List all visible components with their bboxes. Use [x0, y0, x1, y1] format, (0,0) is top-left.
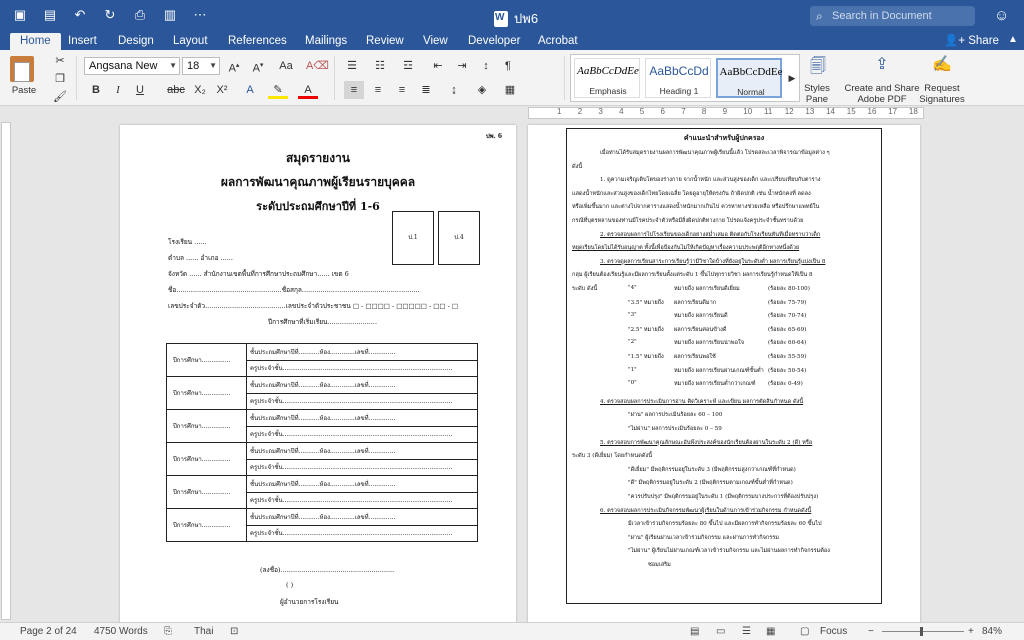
search-icon: ⌕: [816, 9, 823, 23]
grade-desc: ผลการเรียนดีมาก: [674, 299, 717, 306]
grade-desc: หมายถึง ผลการเรียนต่ำกว่าเกณฑ์: [674, 381, 756, 388]
document-canvas[interactable]: [12, 120, 1024, 622]
shading-icon[interactable]: ◈: [477, 84, 487, 96]
print-icon[interactable]: ⎙: [134, 7, 146, 22]
year-table: [166, 343, 478, 542]
photo-box-p4: [438, 211, 480, 265]
clear-formatting-icon[interactable]: A⌫: [306, 60, 329, 72]
teacher-cell: ครูประจำชั้น.........................................................................................: [247, 360, 478, 377]
instruction-title: คำแนะนำสำหรับผู้ปกครอง: [683, 133, 765, 142]
ruler-number: 5: [639, 107, 645, 116]
vertical-ruler[interactable]: [0, 120, 12, 622]
grade-range: (ร้อยละ 0-49): [768, 381, 803, 388]
instruction-line: "ผ่าน" ผลการประเมินร้อยละ 60 – 100: [628, 412, 723, 419]
increase-indent-icon[interactable]: ⇥: [457, 60, 467, 72]
grade-code: "2": [628, 339, 637, 346]
italic-icon[interactable]: I: [116, 84, 120, 96]
change-case-icon[interactable]: Aa: [279, 60, 293, 72]
ruler-number: 13: [805, 107, 815, 116]
ribbon-tabs: [0, 32, 1024, 50]
share-button[interactable]: [944, 33, 999, 50]
font-name-value: Angsana New: [89, 60, 158, 72]
instruction-line: "ควรปรับปรุง" มีพฤติกรรมอยู่ในระดับ 1 (มีพฤติกรรมบางประการที่ต้องปรับปรุง): [628, 494, 819, 500]
ruler-number: 15: [846, 107, 856, 116]
copy-icon[interactable]: ❐: [55, 73, 65, 85]
class-cell: ชั้นประถมศึกษาปีที่...........ห้อง.............เลขที่..............: [247, 509, 478, 526]
instruction-line: เมื่อท่านได้รับสมุดรายงานผลการพัฒนาคุณภาพผู้เรียนนี้แล้ว โปรดสละเวลาพิจารณาข้อมูลต่าง ๆ: [600, 150, 830, 156]
teacher-cell: ครูประจำชั้น.........................................................................................: [247, 459, 478, 476]
district-line: ตำบล ...... อำเภอ ......: [168, 254, 233, 262]
year-cell: ปีการศึกษา...............: [167, 344, 247, 377]
font-size-value: 18: [187, 60, 200, 72]
zoom-slider-thumb[interactable]: [920, 627, 923, 636]
word-count[interactable]: 4750 Words: [94, 626, 148, 637]
format-painter-icon[interactable]: 🖌: [53, 91, 67, 103]
instruction-line: "ไม่ผ่าน" ผู้เรียนไม่ผ่านเกณฑ์เวลาเข้าร่วมกิจกรรม และไม่ผ่านผลการทำกิจกรรมต้อง: [628, 548, 831, 555]
status-bar: [0, 622, 1024, 640]
grade-code: "3": [628, 312, 637, 319]
instruction-line: "ดีเยี่ยม" มีพฤติกรรมอยู่ในระดับ 3 (มีพฤติกรรมสูงกว่าเกณฑ์ที่กำหนด): [628, 466, 796, 473]
year-cell: ปีการศึกษา...............: [167, 377, 247, 410]
highlight-icon[interactable]: ✎: [268, 81, 288, 99]
ruler-number: 8: [701, 107, 707, 116]
instruction-line: กลุ่ม ผู้เรียนต้องเรียนรู้และมีผลการเรียนตั้งแต่ระดับ 1 ขึ้นไปทุกรายวิชา ผลการเรียนรู้กำหนดให้เป็น 8: [572, 272, 813, 279]
page-form-number: ปพ. 6: [485, 133, 502, 140]
ruler-number: 6: [660, 107, 665, 116]
style-name: Emphasis: [589, 86, 627, 96]
teacher-cell: ครูประจำชั้น.........................................................................................: [247, 426, 478, 443]
photo-box-p1: [392, 211, 434, 265]
bullets-icon[interactable]: ☰: [347, 60, 357, 72]
chevron-down-icon: ▼: [169, 61, 177, 70]
gallery-more-icon[interactable]: ▶: [788, 73, 796, 83]
tab-developer[interactable]: Developer: [468, 35, 521, 47]
province-line: จังหวัด ...... สำนักงานเขตพื้นที่การศึกษาประถมศึกษา...... เขต 6: [168, 270, 349, 278]
grade-range: (ร้อยละ 80-100): [768, 286, 810, 292]
ruler-number: 10: [743, 107, 753, 116]
photo-label: ป.1: [408, 234, 418, 241]
ruler-number: 18: [908, 107, 918, 116]
tab-home[interactable]: Home: [10, 33, 61, 50]
paste-label[interactable]: Paste: [11, 85, 37, 96]
document-title-text: ปพ6: [514, 11, 539, 26]
zoom-in-icon[interactable]: +: [968, 626, 974, 637]
request-signatures-label[interactable]: Request Signatures: [919, 83, 965, 105]
report-subtitle: ผลการพัฒนาคุณภาพผู้เรียนรายบุคคล: [220, 175, 416, 189]
track-changes-icon[interactable]: ⊡: [230, 626, 239, 637]
instruction-line: หรือเพิ่มขึ้นมาก และต่างไปจากตารางแสดงน้ำหนักมากเกินไป ควรหาทางช่วยเหลือ หรือปรึกษาแพทย์ใน: [572, 204, 820, 211]
grade-desc: หมายถึง ผลการเรียนน่าพอใจ: [674, 340, 744, 347]
style-sample: AaBbCcDdEe: [719, 66, 783, 78]
signature-line: (ลงชื่อ).......................................................: [260, 566, 395, 574]
redo-icon[interactable]: ↻: [104, 7, 116, 22]
ruler-number: 16: [867, 107, 877, 116]
instruction-line: ดังนี้: [572, 163, 583, 170]
style-name: Heading 1: [659, 86, 699, 96]
ruler-number: 11: [764, 107, 773, 116]
class-cell: ชั้นประถมศึกษาปีที่...........ห้อง.............เลขที่..............: [247, 377, 478, 394]
grade-desc: หมายถึง ผลการเรียนดี: [674, 313, 728, 320]
save-icon[interactable]: ▤: [43, 7, 57, 22]
style-heading-1[interactable]: [645, 58, 711, 98]
title-bar: [0, 0, 1024, 32]
ruler-number: 9: [722, 107, 728, 116]
instruction-line: 3. ตรวจดูผลการเรียนสาระการเรียนรู้ว่ามีวิชาใดบ้างที่ยังอยู่ในระดับต่ำ ผลการเรียนรู้แบ่งเป็น 8: [600, 258, 826, 265]
report-title: สมุดรายงาน: [285, 151, 351, 165]
instruction-line: ซ่อมเสริม: [648, 562, 671, 568]
tab-acrobat[interactable]: Acrobat: [538, 35, 578, 47]
paste-paper-icon: [14, 62, 30, 82]
zoom-out-icon[interactable]: −: [868, 626, 874, 637]
grade-code: "1.5" หมายถึง: [628, 354, 664, 360]
tab-insert[interactable]: Insert: [68, 35, 97, 47]
class-cell: ชั้นประถมศึกษาปีที่...........ห้อง.............เลขที่..............: [247, 344, 478, 361]
horizontal-ruler[interactable]: [0, 106, 1024, 120]
underline-icon[interactable]: U: [136, 84, 144, 96]
class-cell: ชั้นประถมศึกษาปีที่...........ห้อง.............เลขที่..............: [247, 443, 478, 460]
styles-gallery: [570, 54, 800, 102]
text-effects-icon[interactable]: A: [246, 84, 254, 96]
superscript-icon[interactable]: X²: [216, 84, 228, 96]
undo-icon[interactable]: ↶: [74, 7, 86, 22]
grade-desc: ผลการเรียนค่อนข้างดี: [674, 326, 727, 333]
subscript-icon[interactable]: X₂: [194, 84, 206, 96]
ruler-number: 1: [557, 107, 562, 116]
ruler-number: 3: [598, 107, 603, 116]
grade-code: "3.5" หมายถึง: [628, 299, 664, 306]
font-color-icon[interactable]: A: [298, 81, 318, 99]
instruction-line: 1. ดูความเจริญเติบโตของร่างกาย จากน้ำหนัก และส่วนสูงของเด็ก และเปรียบเทียบกับตาราง: [600, 177, 821, 184]
focus-icon[interactable]: ▢: [800, 626, 810, 637]
multilevel-list-icon[interactable]: ☲: [403, 60, 413, 72]
collapse-ribbon-icon[interactable]: ▲: [1008, 34, 1018, 45]
bold-icon[interactable]: B: [92, 84, 100, 96]
instruction-line: "ดี" มีพฤติกรรมอยู่ในระดับ 2 (มีพฤติกรรมตามเกณฑ์ขั้นต่ำที่กำหนด): [628, 480, 793, 487]
grade-desc: ผลการเรียนพอใช้: [674, 354, 716, 360]
grow-font-icon[interactable]: A▴: [228, 62, 240, 75]
style-name: Normal: [737, 87, 765, 97]
ruler-number: 17: [888, 107, 898, 116]
tab-view[interactable]: View: [423, 35, 448, 47]
year-cell: ปีการศึกษา...............: [167, 476, 247, 509]
page-left[interactable]: [120, 125, 516, 622]
instruction-line: "ผ่าน" ผู้เรียนผ่านเวลาเข้าร่วมกิจกรรม และผ่านการทำกิจกรรม: [628, 534, 779, 541]
align-right-icon[interactable]: ≡: [398, 84, 406, 96]
create-pdf-icon[interactable]: ⇪: [875, 56, 889, 73]
ruler-bar: [1, 122, 11, 620]
zoom-slider[interactable]: [882, 631, 964, 632]
tab-layout[interactable]: Layout: [173, 35, 208, 47]
zoom-level[interactable]: 84%: [982, 626, 1003, 637]
ruler-number: 2: [577, 107, 583, 116]
show-formatting-icon[interactable]: ¶: [505, 60, 511, 72]
id-line: เลขประจำตัว.......................................เลขประจำตัวประชาชน □ - □□□□ - □□□□□ - □□ - □: [168, 302, 458, 310]
year-cell: ปีการศึกษา...............: [167, 410, 247, 443]
sidebar-toggle-icon[interactable]: ▣: [13, 7, 27, 22]
focus-label[interactable]: Focus: [820, 626, 848, 637]
instruction-line: กรณีที่บุตรหลานของท่านมีโรคประจำตัวหรือมีสิ่งผิดปกติทางกาย โปรดแจ้งครูประจำชั้นทราบด้วย: [572, 218, 804, 224]
grade-range: (ร้อยละ 65-69): [768, 326, 807, 333]
divider: [334, 56, 335, 100]
font-name-select[interactable]: [84, 57, 180, 75]
style-sample: AaBbCcDdEe: [577, 65, 639, 77]
grade-desc: หมายถึง ผลการเรียนผ่านเกณฑ์ขั้นต่ำ: [674, 367, 764, 374]
start-year-line: ปีการศึกษาที่เริ่มเรียน........................: [268, 318, 378, 326]
instruction-line: ระดับ 3 (ดีเยี่ยม) โดยกำหนดดังนี้: [572, 453, 653, 460]
school-line: โรงเรียน ......: [168, 238, 207, 246]
ruler-number: 14: [826, 107, 835, 116]
ribbon-home: [0, 50, 1024, 106]
year-cell: ปีการศึกษา...............: [167, 443, 247, 476]
style-emphasis[interactable]: [574, 58, 640, 98]
photo-label: ป.4: [454, 234, 464, 241]
align-center-icon[interactable]: ≡: [374, 84, 382, 96]
language[interactable]: Thai: [194, 626, 214, 637]
instruction-line: 2. ตรวจสอบผลการไปโรงเรียนของเด็กอย่างสม่ำเสมอ ติดต่อกับโรงเรียนทันทีเมื่อทราบว่าเด็ก: [600, 231, 821, 238]
divider: [76, 56, 77, 100]
grade-range: (ร้อยละ 55-59): [768, 354, 807, 360]
font-size-select[interactable]: [182, 57, 220, 75]
request-signatures-icon[interactable]: ✍: [932, 56, 952, 73]
class-cell: ชั้นประถมศึกษาปีที่...........ห้อง.............เลขที่..............: [247, 476, 478, 493]
search-placeholder: Search in Document: [832, 10, 932, 22]
year-row: [167, 476, 478, 493]
styles-pane-label[interactable]: Styles Pane: [804, 83, 830, 105]
teacher-cell: ครูประจำชั้น.........................................................................................: [247, 492, 478, 509]
styles-pane-icon[interactable]: 🗐: [810, 58, 826, 75]
grade-range: (ร้อยละ 60-64): [768, 340, 807, 347]
report-level: ระดับประถมศึกษาปีที่ 1-6: [256, 200, 380, 213]
teacher-cell: ครูประจำชั้น.........................................................................................: [247, 393, 478, 410]
search-input[interactable]: [810, 6, 975, 26]
tab-design[interactable]: Design: [118, 35, 154, 47]
draft-view-icon[interactable]: ▦: [766, 626, 776, 637]
ruler-number: 12: [784, 107, 794, 116]
instruction-line: 4. ตรวจสอบผลการประเมินการอ่าน คิดวิเคราะห์ และเขียน ผลการตัดสินกำหนด ดังนี้: [600, 398, 804, 405]
grade-desc: หมายถึง ผลการเรียนดีเยี่ยม: [674, 286, 740, 292]
name-line: ชื่อ...................................................ชื่อสกุล.........................................................: [168, 286, 420, 294]
divider: [564, 56, 565, 100]
instruction-line: 5. ตรวจสอบการพัฒนาคุณลักษณะอันพึงประสงค์ของนักเรียนต้องผ่านในระดับ 2 (ดี) หรือ: [600, 439, 813, 446]
share-label: Share: [968, 35, 999, 47]
shrink-font-icon[interactable]: A▾: [252, 62, 264, 75]
ruler-number: 4: [619, 107, 624, 116]
style-sample: AaBbCcDd: [649, 64, 709, 78]
outline-view-icon[interactable]: ☰: [742, 626, 751, 637]
class-cell: ชั้นประถมศึกษาปีที่...........ห้อง.............เลขที่..............: [247, 410, 478, 427]
tab-review[interactable]: Review: [366, 35, 404, 47]
ruler-number: 7: [681, 107, 686, 116]
template-icon[interactable]: ▥: [163, 7, 177, 22]
add-person-icon: 👤+: [944, 35, 969, 47]
year-row: [167, 377, 478, 394]
justify-icon[interactable]: ≣: [421, 84, 431, 96]
cut-icon[interactable]: ✂: [55, 55, 65, 67]
line-spacing-icon[interactable]: ↨: [451, 84, 457, 96]
borders-icon[interactable]: ▦: [504, 84, 516, 96]
strikethrough-icon[interactable]: abc: [167, 84, 185, 96]
instruction-line: ระดับ ดังนี้: [572, 286, 598, 292]
instruction-line: มีเวลาเข้าร่วมกิจกรรมร้อยละ 80 ขึ้นไป และมีผลการทำกิจกรรมร้อยละ 60 ขึ้นไป: [628, 521, 822, 528]
grade-code: "4": [628, 285, 637, 291]
print-layout-icon[interactable]: ▤: [690, 626, 700, 637]
year-row: [167, 344, 478, 361]
grade-code: "2.5" หมายถึง: [628, 326, 664, 333]
decrease-indent-icon[interactable]: ⇤: [433, 60, 443, 72]
chevron-down-icon: ▼: [209, 61, 217, 70]
year-cell: ปีการศึกษา...............: [167, 509, 247, 542]
word-doc-icon: [494, 11, 508, 27]
year-row: [167, 410, 478, 427]
tab-mailings[interactable]: Mailings: [305, 35, 348, 47]
instruction-line: 6. ตรวจสอบผลการประเมินกิจกรรมพัฒนาผู้เรียนในด้านการเข้าร่วมกิจกรรม กำหนดดังนี้: [600, 507, 812, 514]
style-normal[interactable]: [716, 58, 782, 98]
page-right[interactable]: [528, 125, 920, 622]
customize-toolbar-icon[interactable]: ⋯: [193, 7, 207, 22]
feedback-smiley-icon[interactable]: ☺: [994, 7, 1010, 24]
teacher-cell: ครูประจำชั้น.........................................................................................: [247, 525, 478, 542]
quick-access-toolbar: [12, 7, 208, 23]
numbering-icon[interactable]: ☷: [375, 60, 385, 72]
create-share-pdf-label[interactable]: Create and Share Adobe PDF: [844, 83, 920, 105]
sort-icon[interactable]: ↕: [483, 60, 489, 72]
year-row: [167, 443, 478, 460]
instruction-line: "ไม่ผ่าน" ผลการประเมินร้อยละ 0 – 59: [628, 426, 722, 432]
page-count[interactable]: Page 2 of 24: [20, 626, 77, 637]
document-title: [494, 8, 538, 29]
web-layout-icon[interactable]: ▭: [716, 626, 726, 637]
grade-range: (ร้อยละ 50-54): [768, 367, 807, 374]
signature-title: ผู้อำนวยการโรงเรียน: [280, 598, 339, 606]
tab-references[interactable]: References: [228, 35, 287, 47]
instruction-line: แสดงน้ำหนักและส่วนสูงของเด็กไทยโดยเฉลี่ย โดยดูอายุให้ตรงกัน ถ้าผิดปกติ เช่น น้ำหนักคงที่ ลดลง: [572, 190, 811, 197]
grade-code: "1": [628, 366, 637, 373]
proofing-icon[interactable]: ⎘: [164, 626, 172, 637]
year-row: [167, 509, 478, 526]
grade-range: (ร้อยละ 75-79): [768, 299, 807, 306]
align-left-icon[interactable]: ≡: [344, 81, 364, 99]
instruction-line: หยุดเรียนโดยไม่ได้รับอนุญาต ทั้งนี้เพื่อป้องกันไม่ให้เกิดปัญหาเรื่องความประพฤติอีกทางหนึ่งด้วย: [572, 245, 800, 252]
grade-code: "0": [628, 380, 637, 387]
signature-name-line: ( ): [286, 581, 294, 589]
grade-range: (ร้อยละ 70-74): [768, 313, 807, 320]
